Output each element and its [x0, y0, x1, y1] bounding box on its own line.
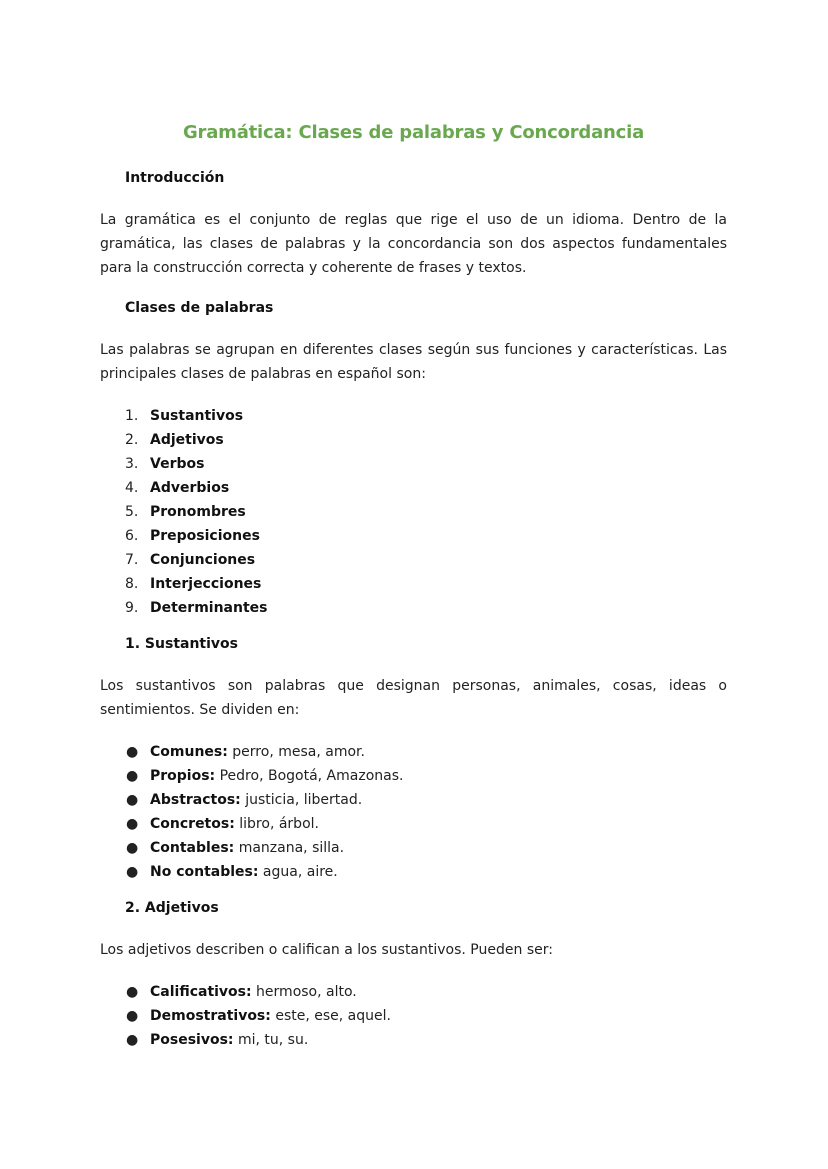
- document-page: [100, 120, 727, 1066]
- examples: mi, tu, su.: [233, 1032, 309, 1048]
- list-number: 1.: [125, 408, 139, 424]
- sustantivos-paragraph: Los sustantivos son palabras que designan personas, animales, cosas, ideas o sentimientos. Se dividen en:: [100, 678, 727, 718]
- list-item: [100, 500, 727, 524]
- section-heading-adjetivos: 2. Adjetivos: [125, 900, 219, 916]
- section-heading-sustantivos: 1. Sustantivos: [125, 636, 238, 652]
- section-heading-intro: Introducción: [125, 170, 225, 186]
- term: Comunes:: [150, 744, 228, 760]
- list-item: [100, 1028, 727, 1052]
- list-number: 7.: [125, 552, 139, 568]
- bullet-icon: ●: [126, 984, 139, 1000]
- examples: justicia, libertad.: [240, 792, 363, 808]
- list-item: [100, 572, 727, 596]
- document-title: Gramática: Clases de palabras y Concordancia: [182, 122, 645, 143]
- list-item-label: Adjetivos: [150, 432, 224, 448]
- bullet-icon: ●: [126, 1008, 139, 1024]
- list-item: [100, 812, 727, 836]
- list-number: 9.: [125, 600, 139, 616]
- list-item: [100, 524, 727, 548]
- bullet-icon: ●: [126, 840, 139, 856]
- term: No contables:: [150, 864, 259, 880]
- bullet-icon: ●: [126, 864, 139, 880]
- list-item-label: Conjunciones: [150, 552, 256, 568]
- examples: hermoso, alto.: [251, 984, 357, 1000]
- examples: manzana, silla.: [234, 840, 345, 856]
- list-number: 3.: [125, 456, 139, 472]
- term: Posesivos:: [150, 1032, 234, 1048]
- list-item: [100, 452, 727, 476]
- list-item: [100, 860, 727, 884]
- word-classes-list: [100, 404, 727, 620]
- bullet-icon: ●: [126, 768, 139, 784]
- list-number: 8.: [125, 576, 139, 592]
- list-item: [100, 836, 727, 860]
- list-number: 4.: [125, 480, 139, 496]
- term: Calificativos:: [150, 984, 252, 1000]
- list-number: 6.: [125, 528, 139, 544]
- list-item: [100, 764, 727, 788]
- term: Contables:: [150, 840, 235, 856]
- list-item: [100, 596, 727, 620]
- intro-paragraph: La gramática es el conjunto de reglas que rige el uso de un idioma. Dentro de la gramática, las clases de palabras y la concordancia son dos aspectos fundamentales para la construcción correcta y coherente de frases y textos.: [100, 212, 727, 276]
- list-item: [100, 548, 727, 572]
- bullet-icon: ●: [126, 792, 139, 808]
- list-item-label: Determinantes: [150, 600, 268, 616]
- list-item: [100, 740, 727, 764]
- list-item-label: Interjecciones: [150, 576, 262, 592]
- bullet-icon: ●: [126, 1032, 139, 1048]
- examples: perro, mesa, amor.: [227, 744, 365, 760]
- bullet-icon: ●: [126, 816, 139, 832]
- list-number: 2.: [125, 432, 139, 448]
- examples: agua, aire.: [258, 864, 338, 880]
- examples: Pedro, Bogotá, Amazonas.: [215, 768, 404, 784]
- section-heading-clases: Clases de palabras: [125, 300, 274, 316]
- list-number: 5.: [125, 504, 139, 520]
- adjetivos-list: [100, 980, 727, 1052]
- list-item: [100, 428, 727, 452]
- adjetivos-paragraph: Los adjetivos describen o califican a los sustantivos. Pueden ser:: [100, 942, 553, 958]
- bullet-icon: ●: [126, 744, 139, 760]
- term: Propios:: [150, 768, 216, 784]
- list-item: [100, 404, 727, 428]
- term: Abstractos:: [150, 792, 241, 808]
- list-item: [100, 788, 727, 812]
- list-item: [100, 476, 727, 500]
- list-item: [100, 980, 727, 1004]
- sustantivos-list: [100, 740, 727, 884]
- clases-paragraph: Las palabras se agrupan en diferentes clases según sus funciones y características. Las principales clases de palabras en español son:: [100, 342, 727, 382]
- list-item-label: Adverbios: [150, 480, 230, 496]
- examples: libro, árbol.: [234, 816, 319, 832]
- term: Concretos:: [150, 816, 235, 832]
- list-item-label: Preposiciones: [150, 528, 260, 544]
- list-item-label: Pronombres: [150, 504, 246, 520]
- list-item-label: Verbos: [150, 456, 205, 472]
- term: Demostrativos:: [150, 1008, 271, 1024]
- list-item: [100, 1004, 727, 1028]
- examples: este, ese, aquel.: [270, 1008, 391, 1024]
- list-item-label: Sustantivos: [150, 408, 244, 424]
